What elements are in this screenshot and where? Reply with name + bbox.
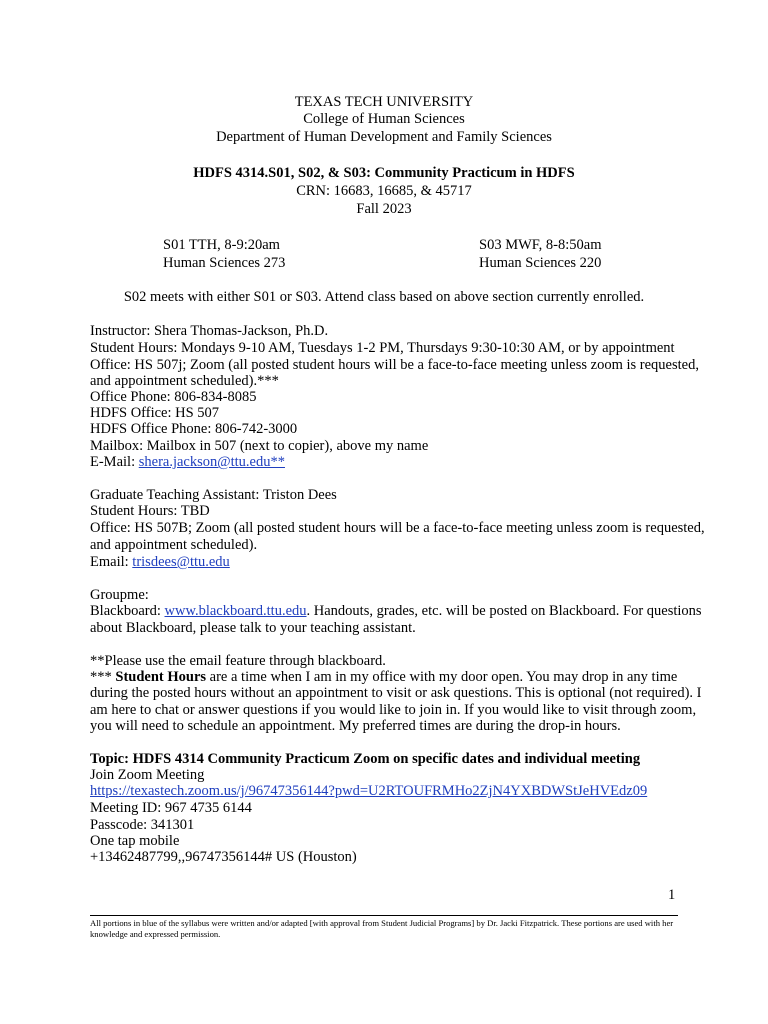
blackboard-row (90, 603, 702, 620)
student-hours-text: are a time when I am in my office with my door open. You may drop in any time (206, 669, 678, 685)
zoom-topic: Topic: HDFS 4314 Community Practicum Zoom on specific dates and individual meeting (90, 751, 641, 767)
instructor-name: Instructor: Shera Thomas-Jackson, Ph.D. (90, 323, 329, 339)
student-hours-line-1 (90, 669, 677, 686)
instructor-email-row (90, 454, 285, 471)
zoom-passcode: Passcode: 341301 (90, 817, 195, 833)
email-note: **Please use the email feature through blackboard. (90, 653, 386, 669)
course-crn: CRN: 16683, 16685, & 45717 (296, 183, 472, 199)
ta-email-row (90, 554, 230, 571)
instructor-hours: Student Hours: Mondays 9-10 AM, Tuesdays 1-2 PM, Thursdays 9:30-10:30 AM, or by appointment (90, 340, 675, 356)
page-number: 1 (668, 887, 676, 903)
course-title: HDFS 4314.S01, S02, & S03: Community Practicum in HDFS (193, 165, 575, 181)
student-hours-prefix: *** (90, 669, 116, 685)
university-name: TEXAS TECH UNIVERSITY (294, 94, 474, 110)
instructor-email-label: E-Mail: (90, 454, 139, 470)
section-note: S02 meets with either S01 or S03. Attend class based on above section currently enrolled. (123, 289, 645, 305)
instructor-email-link[interactable]: shera.jackson@ttu.edu** (138, 454, 285, 470)
zoom-meeting-link[interactable]: https://texastech.zoom.us/j/96747356144?pwd=U2RTOUFRMHo2ZjN4YXBDWStJeHVEdz09 (90, 783, 648, 799)
ta-office-line-1: Office: HS 507B; Zoom (all posted student hours will be a face-to-face meeting unless zoom is requested, (90, 520, 705, 536)
zoom-link-row (90, 783, 647, 800)
course-term: Fall 2023 (356, 201, 412, 217)
section-s03-time: S03 MWF, 8-8:50am (479, 237, 602, 253)
hdfs-office: HDFS Office: HS 507 (90, 405, 220, 421)
instructor-mailbox: Mailbox: Mailbox in 507 (next to copier), above my name (90, 438, 429, 454)
footer-divider (90, 915, 678, 916)
student-hours-bold: Student Hours (115, 669, 207, 685)
student-hours-line-4: you will need to schedule an appointment. My preferred times are during the drop-in hours. (90, 718, 621, 734)
ta-hours: Student Hours: TBD (90, 503, 210, 519)
section-s03-room: Human Sciences 220 (479, 255, 602, 271)
footnote: All portions in blue of the syllabus were written and/or adapted [with approval from Student Judicial Programs] by Dr. Jacki Fitzpatrick. These portions are used with her knowledge and expressed permission. (90, 918, 674, 939)
ta-email-link[interactable]: trisdees@ttu.edu (132, 554, 230, 570)
instructor-office-line-2: and appointment scheduled).*** (90, 373, 279, 389)
instructor-office-line-1: Office: HS 507j; Zoom (all posted student hours will be a face-to-face meeting unless zoom is requested, (90, 357, 699, 373)
zoom-one-tap: One tap mobile (90, 833, 180, 849)
zoom-meeting-id: Meeting ID: 967 4735 6144 (90, 800, 252, 816)
blackboard-label: Blackboard: (90, 603, 165, 619)
student-hours-line-3: am here to chat or answer questions if you would like to join in. If you would like to visit through zoom, (90, 702, 697, 718)
zoom-join-label: Join Zoom Meeting (90, 767, 205, 783)
department-name: Department of Human Development and Family Sciences (216, 129, 552, 145)
ta-name: Graduate Teaching Assistant: Triston Dees (90, 487, 337, 503)
blackboard-text-line-2: about Blackboard, please talk to your teaching assistant. (90, 620, 416, 636)
blackboard-link[interactable]: www.blackboard.ttu.edu (164, 603, 307, 619)
ta-email-label: Email: (90, 554, 133, 570)
college-name: College of Human Sciences (303, 111, 465, 127)
section-s01-time: S01 TTH, 8-9:20am (163, 237, 280, 253)
ta-office-line-2: and appointment scheduled). (90, 537, 258, 553)
section-s01-room: Human Sciences 273 (163, 255, 286, 271)
blackboard-text: . Handouts, grades, etc. will be posted on Blackboard. For questions (306, 603, 702, 619)
groupme-label: Groupme: (90, 587, 149, 603)
instructor-office-phone: Office Phone: 806-834-8085 (90, 389, 257, 405)
zoom-tap-number: +13462487799,,96747356144# US (Houston) (90, 849, 357, 865)
student-hours-line-2: during the posted hours without an appointment to visit or ask questions. This is optional (not required). I (90, 685, 702, 701)
hdfs-office-phone: HDFS Office Phone: 806-742-3000 (90, 421, 298, 437)
